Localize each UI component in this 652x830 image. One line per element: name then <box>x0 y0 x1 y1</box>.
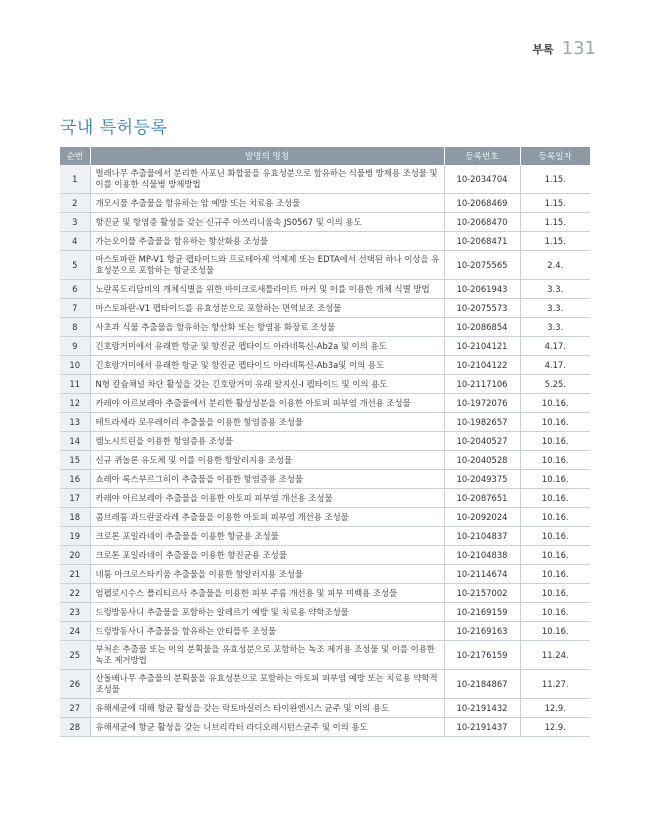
invention-name: 드렁방동사니 추출물을 함유하는 안티플루 조성물 <box>90 622 444 641</box>
invention-name: 쇼레아 록스부르그히이 추출물을 이용한 항염증용 조성물 <box>90 470 444 489</box>
registration-number: 10-2104122 <box>444 356 520 375</box>
registration-number: 10-2092024 <box>444 508 520 527</box>
row-number: 24 <box>60 622 90 641</box>
row-number: 28 <box>60 718 90 737</box>
page-number: 131 <box>561 38 596 59</box>
row-number: 6 <box>60 280 90 299</box>
table-row <box>60 280 590 299</box>
invention-name: 벌레나무 추출물에서 분리한 사포닌 화합물을 유효성분으로 함유하는 식물병 방제용 조성물 및 이를 이용한 식물병 방제방법 <box>90 165 444 194</box>
registration-number: 10-1982657 <box>444 413 520 432</box>
row-number: 5 <box>60 251 90 280</box>
invention-name: 테트라세라 로우레이리 추출물을 이용한 항염증용 조성물 <box>90 413 444 432</box>
table-row <box>60 451 590 470</box>
row-number: 22 <box>60 584 90 603</box>
registration-date: 3.3. <box>520 318 590 337</box>
registration-number: 10-2117106 <box>444 375 520 394</box>
registration-date: 10.16. <box>520 394 590 413</box>
row-number: 15 <box>60 451 90 470</box>
registration-date: 4.17. <box>520 356 590 375</box>
registration-number: 10-2034704 <box>444 165 520 194</box>
invention-name: 유해세균에 대해 항균 활성을 갖는 락토바실러스 타이완엔시스 균주 및 이의 용도 <box>90 699 444 718</box>
table-row <box>60 718 590 737</box>
row-number: 7 <box>60 299 90 318</box>
table-row <box>60 356 590 375</box>
table-row <box>60 670 590 699</box>
row-number: 21 <box>60 565 90 584</box>
registration-number: 10-2068471 <box>444 232 520 251</box>
registration-number: 10-2087651 <box>444 489 520 508</box>
table-row <box>60 527 590 546</box>
invention-name: 부처손 추출물 또는 이의 분획물을 유효성분으로 포함하는 녹조 제거용 조성물 및 이를 이용한 녹조 제거방법 <box>90 641 444 670</box>
table-row <box>60 508 590 527</box>
registration-date: 1.15. <box>520 232 590 251</box>
registration-date: 5.25. <box>520 375 590 394</box>
registration-date: 10.16. <box>520 451 590 470</box>
row-number: 10 <box>60 356 90 375</box>
table-row <box>60 546 590 565</box>
registration-number: 10-2061943 <box>444 280 520 299</box>
invention-name: 사초과 식물 추출물을 함유하는 항산화 또는 항염용 화장료 조성물 <box>90 318 444 337</box>
invention-name: 항진균 및 항염증 활성을 갖는 신규주 아쓰리니움속 JS0567 및 이의 용도 <box>90 213 444 232</box>
invention-name: 산돌배나무 추출물의 분획물을 유효성분으로 포함하는 아토피 피부염 예방 또는 치료용 약학적 조성물 <box>90 670 444 699</box>
registration-number: 10-2169159 <box>444 603 520 622</box>
registration-number: 10-2104837 <box>444 527 520 546</box>
invention-name: 긴호랑거미에서 유래한 항균 및 항진균 펩타이드 아라네톡신-Ab2a 및 이의 용도 <box>90 337 444 356</box>
invention-name: 크로톤 포일라네이 추출물을 이용한 항균용 조성물 <box>90 527 444 546</box>
invention-name: 마스토파란-V1 펩타이드를 유효성분으로 포함하는 면역보조 조성물 <box>90 299 444 318</box>
registration-number: 10-2114674 <box>444 565 520 584</box>
invention-name: 크로톤 포일라네이 추출물을 이용한 항진균용 조성물 <box>90 546 444 565</box>
registration-date: 10.16. <box>520 584 590 603</box>
registration-number: 10-2176159 <box>444 641 520 670</box>
invention-name: 드렁방동사니 추출물을 포함하는 알레르기 예방 및 치료용 약학조성물 <box>90 603 444 622</box>
invention-name: 카레야 아르보레아 추출물을 이용한 아토피 피부염 개선용 조성물 <box>90 489 444 508</box>
invention-name: 긴호랑거미에서 유래한 항균 및 항진균 펩타이드 아라네톡신-Ab3a및 이의 용도 <box>90 356 444 375</box>
registration-number: 10-2104838 <box>444 546 520 565</box>
patent-table <box>60 147 590 737</box>
table-row <box>60 194 590 213</box>
row-number: 2 <box>60 194 90 213</box>
table-row <box>60 603 590 622</box>
row-number: 14 <box>60 432 90 451</box>
registration-date: 12.9. <box>520 718 590 737</box>
column-header-reg: 등록번호 <box>444 147 520 165</box>
row-number: 17 <box>60 489 90 508</box>
row-number: 26 <box>60 670 90 699</box>
row-number: 19 <box>60 527 90 546</box>
column-header-no: 순번 <box>60 147 90 165</box>
invention-name: N형 칼슘채널 차단 활성을 갖는 긴호랑거미 유래 알지신-I 펩타이드 및 이의 용도 <box>90 375 444 394</box>
invention-name: 렘노시트린을 이용한 항염증용 조성물 <box>90 432 444 451</box>
table-row <box>60 375 590 394</box>
registration-date: 10.16. <box>520 527 590 546</box>
row-number: 16 <box>60 470 90 489</box>
registration-date: 10.16. <box>520 432 590 451</box>
appendix-label: 부록 <box>532 42 554 56</box>
registration-date: 10.16. <box>520 603 590 622</box>
registration-number: 10-2184867 <box>444 670 520 699</box>
table-row <box>60 699 590 718</box>
table-row <box>60 394 590 413</box>
section-title: 국내 특허등록 <box>60 118 168 138</box>
table-row <box>60 318 590 337</box>
table-row <box>60 232 590 251</box>
registration-date: 1.15. <box>520 194 590 213</box>
registration-number: 10-2191432 <box>444 699 520 718</box>
table-row <box>60 251 590 280</box>
registration-number: 10-2040527 <box>444 432 520 451</box>
registration-date: 4.17. <box>520 337 590 356</box>
registration-number: 10-2068470 <box>444 213 520 232</box>
row-number: 12 <box>60 394 90 413</box>
registration-number: 10-2049375 <box>444 470 520 489</box>
row-number: 11 <box>60 375 90 394</box>
row-number: 13 <box>60 413 90 432</box>
row-number: 27 <box>60 699 90 718</box>
registration-date: 1.15. <box>520 213 590 232</box>
row-number: 18 <box>60 508 90 527</box>
row-number: 23 <box>60 603 90 622</box>
table-header-row <box>60 147 590 165</box>
table-row <box>60 299 590 318</box>
row-number: 25 <box>60 641 90 670</box>
invention-name: 신규 퀴놀론 유도체 및 이를 이용한 항알러지용 조성물 <box>90 451 444 470</box>
table-row <box>60 337 590 356</box>
table-row <box>60 489 590 508</box>
invention-name: 마스토파란 MP-V1 항균 펩타이드와 프로테아제 억제제 또는 EDTA에서 선택된 하나 이상을 유효성분으로 포함하는 항균조성물 <box>90 251 444 280</box>
registration-date: 10.16. <box>520 413 590 432</box>
registration-date: 3.3. <box>520 299 590 318</box>
registration-number: 10-2104121 <box>444 337 520 356</box>
registration-date: 12.9. <box>520 699 590 718</box>
registration-number: 10-2040528 <box>444 451 520 470</box>
registration-date: 10.16. <box>520 622 590 641</box>
registration-date: 11.24. <box>520 641 590 670</box>
table-row <box>60 641 590 670</box>
table-row <box>60 584 590 603</box>
registration-number: 10-1972076 <box>444 394 520 413</box>
registration-number: 10-2075573 <box>444 299 520 318</box>
registration-number: 10-2086854 <box>444 318 520 337</box>
row-number: 3 <box>60 213 90 232</box>
table-row <box>60 470 590 489</box>
invention-name: 네툼 마크로스타키움 추출물을 이용한 항알러지용 조성물 <box>90 565 444 584</box>
registration-date: 10.16. <box>520 546 590 565</box>
invention-name: 콤브레툼 과드란굴라레 추출물을 이용한 아토피 피부염 개선용 조성물 <box>90 508 444 527</box>
registration-date: 1.15. <box>520 165 590 194</box>
row-number: 20 <box>60 546 90 565</box>
table-row <box>60 432 590 451</box>
registration-number: 10-2068469 <box>444 194 520 213</box>
invention-name: 가는오이풀 추출물을 함유하는 항산화용 조성물 <box>90 232 444 251</box>
table-body <box>60 165 590 737</box>
invention-name: 카레야 아르보레아 추출물에서 분리한 활성성분을 이용한 아토피 피부염 개선용 조성물 <box>90 394 444 413</box>
invention-name: 노란목도리담비의 개체식별을 위한 마이크로새틀라이트 마커 및 이를 이용한 개체 식별 방법 <box>90 280 444 299</box>
table-row <box>60 565 590 584</box>
registration-date: 2.4. <box>520 251 590 280</box>
table-row <box>60 413 590 432</box>
row-number: 4 <box>60 232 90 251</box>
registration-date: 3.3. <box>520 280 590 299</box>
invention-name: 개모시풀 추출물을 함유하는 암 예방 또는 치료용 조성물 <box>90 194 444 213</box>
registration-number: 10-2157002 <box>444 584 520 603</box>
invention-name: 유해세균에 항균 활성을 갖는 니브리칵터 라디오레시턴스균주 및 이의 용도 <box>90 718 444 737</box>
registration-date: 10.16. <box>520 470 590 489</box>
row-number: 1 <box>60 165 90 194</box>
registration-date: 11.27. <box>520 670 590 699</box>
column-header-date: 등록일자 <box>520 147 590 165</box>
column-header-name: 발명의 명칭 <box>90 147 444 165</box>
table-row <box>60 622 590 641</box>
registration-number: 10-2075565 <box>444 251 520 280</box>
invention-name: 엄펠로시수스 폴리티르사 추출물을 이용한 피부 주름 개선용 및 피부 미백용 조성물 <box>90 584 444 603</box>
table-row <box>60 165 590 194</box>
registration-number: 10-2191437 <box>444 718 520 737</box>
row-number: 9 <box>60 337 90 356</box>
page-header <box>532 38 596 59</box>
registration-date: 10.16. <box>520 565 590 584</box>
row-number: 8 <box>60 318 90 337</box>
table-row <box>60 213 590 232</box>
registration-number: 10-2169163 <box>444 622 520 641</box>
registration-date: 10.16. <box>520 489 590 508</box>
registration-date: 10.16. <box>520 508 590 527</box>
